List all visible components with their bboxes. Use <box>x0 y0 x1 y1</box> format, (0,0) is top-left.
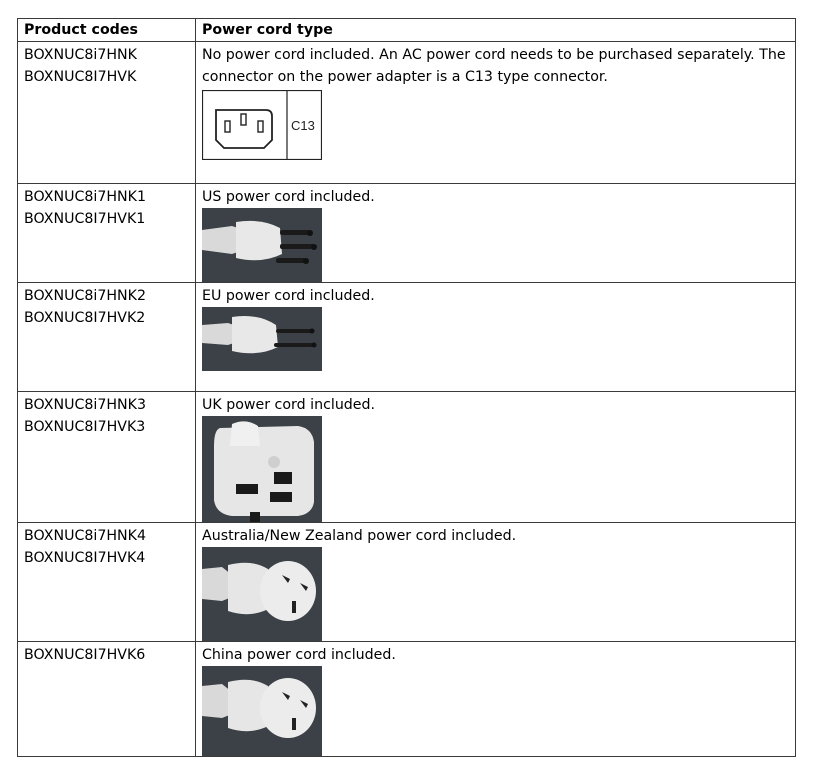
power-cord-description: Australia/New Zealand power cord included. <box>202 528 517 544</box>
table-row <box>18 642 796 757</box>
product-codes-cell <box>18 42 196 184</box>
product-codes-cell <box>18 283 196 392</box>
eu-plug-image <box>202 307 322 371</box>
power-cord-cell <box>196 392 796 523</box>
power-cord-table <box>17 18 796 757</box>
power-cord-cell <box>196 523 796 642</box>
power-cord-description: China power cord included. <box>202 647 396 663</box>
product-codes-cell <box>18 642 196 757</box>
table-row <box>18 42 796 184</box>
power-cord-cell <box>196 283 796 392</box>
power-cord-description: No power cord included. An AC power cord needs to be purchased separately. The connector on the power adapter is a C13 type connector. <box>202 47 786 85</box>
table-row <box>18 523 796 642</box>
power-cord-description: US power cord included. <box>202 189 375 205</box>
header-power-cord-type: Power cord type <box>196 19 796 42</box>
au-nz-plug-image <box>202 547 322 641</box>
product-code: BOXNUC8I7HVK1 <box>24 211 146 227</box>
power-cord-cell <box>196 642 796 757</box>
table-row <box>18 392 796 523</box>
product-code: BOXNUC8I7HVK3 <box>24 419 146 435</box>
product-code: BOXNUC8i7HNK2 <box>24 288 146 304</box>
uk-plug-image <box>202 416 322 522</box>
product-code: BOXNUC8I7HVK6 <box>24 647 146 663</box>
product-code: BOXNUC8i7HNK <box>24 47 137 63</box>
power-cord-cell <box>196 184 796 283</box>
product-codes-cell <box>18 392 196 523</box>
table-header-row <box>18 19 796 42</box>
c13-connector-icon <box>202 90 322 160</box>
product-code: BOXNUC8I7HVK2 <box>24 310 146 326</box>
product-codes-cell <box>18 523 196 642</box>
c13-label: C13 <box>291 118 315 133</box>
power-cord-cell <box>196 42 796 184</box>
power-cord-description: EU power cord included. <box>202 288 375 304</box>
product-code: BOXNUC8i7HNK1 <box>24 189 146 205</box>
us-plug-image <box>202 208 322 282</box>
table-row <box>18 184 796 283</box>
china-plug-image <box>202 666 322 756</box>
product-code: BOXNUC8i7HNK3 <box>24 397 146 413</box>
header-product-codes: Product codes <box>18 19 196 42</box>
table-row <box>18 283 796 392</box>
product-code: BOXNUC8I7HVK4 <box>24 550 146 566</box>
power-cord-description: UK power cord included. <box>202 397 376 413</box>
product-code: BOXNUC8I7HVK <box>24 69 137 85</box>
product-code: BOXNUC8i7HNK4 <box>24 528 146 544</box>
product-codes-cell <box>18 184 196 283</box>
